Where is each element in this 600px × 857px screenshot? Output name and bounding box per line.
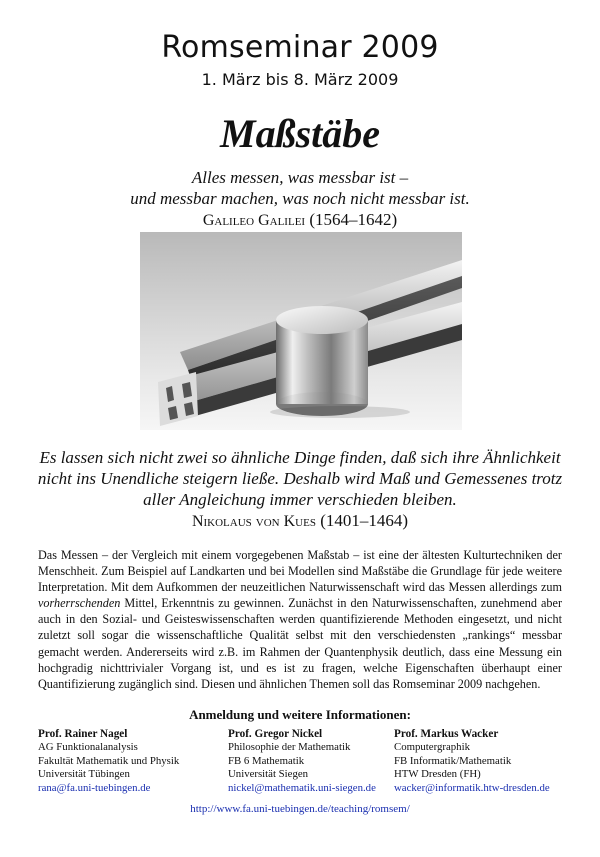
quote-author: Nikolaus von Kues xyxy=(191,513,316,530)
quote-years: (1564–1642) xyxy=(309,210,398,229)
body-text-part: Mittel, Erkenntnis zu gewinnen. Zunächst in den Naturwissenschaften, zunehmend aber auch in den Sozial- und Geisteswissenschaften werden quantifizierende Methoden eingesetzt, und nicht zuletzt soll sogar die wissenschaftliche Qualität selbst mit den verschiedensten „rankings“ messbar gemacht werden. Andererseits wird z.B. im Rahmen der Quantenphysik deutlich, dass eine Messung ein hochgradig nichttrivialer Vorgang ist, und es ist zu fragen, welche Eigenschaften überhaupt einer Quantifizierung zugänglich sind. Diesen und ähnlichen Themen soll das Romseminar 2009 nachgehen. xyxy=(38,596,562,691)
body-text-part: Das Messen – der Vergleich mit einem vorgegebenen Maßstab – ist eine der ältesten Kulturtechniken der Menschheit. Zum Beispiel auf Landkarten und bei Modellen sind Maßstäbe die Grundlage für jede weitere Interpretation. Mit dem Aufkommen der neuzeitlichen Naturwissenschaft wird das Messen allerdings zum xyxy=(38,548,562,595)
contact-name: Prof. Markus Wacker xyxy=(394,728,499,740)
contact-email-link[interactable]: rana@fa.uni-tuebingen.de xyxy=(38,781,151,794)
galilei-quote xyxy=(0,167,600,231)
contact-line: FB 6 Mathematik xyxy=(228,754,305,767)
footer xyxy=(0,803,600,815)
contact-line: Computergraphik xyxy=(394,741,470,754)
contact-line: Universität Siegen xyxy=(228,768,309,781)
website-link[interactable]: http://www.fa.uni-tuebingen.de/teaching/romsem/ xyxy=(190,803,410,815)
quote-author: Galileo Galilei xyxy=(202,212,306,229)
contact-nagel xyxy=(38,728,179,795)
contact-line: AG Funktionalanalysis xyxy=(38,741,138,754)
quote-attribution xyxy=(30,510,570,532)
quote-line: nicht ins Unendliche steigern ließe. Deshalb wird Maß und Gemessenes trotz xyxy=(37,469,563,488)
seminar-dates: 1. März bis 8. März 2009 xyxy=(201,70,399,89)
body-emphasis: vorherrschenden xyxy=(38,596,121,611)
quote-line: aller Angleichung immer verschieden bleiben. xyxy=(143,490,457,509)
kues-quote xyxy=(30,447,570,532)
quote-line: Alles messen, was messbar ist – xyxy=(191,168,409,187)
measuring-rods-photo xyxy=(140,232,462,430)
quote-line: und messbar machen, was noch nicht messbar ist. xyxy=(130,189,470,208)
contact-name: Prof. Rainer Nagel xyxy=(38,728,128,740)
contact-wacker xyxy=(394,728,550,795)
contact-line: Universität Tübingen xyxy=(38,768,130,781)
quote-years: (1401–1464) xyxy=(320,511,409,530)
contact-line: FB Informatik/Mathematik xyxy=(394,754,512,767)
measuring-rods-icon xyxy=(140,232,462,430)
body-paragraph xyxy=(38,547,562,692)
contact-line: Fakultät Mathematik und Physik xyxy=(38,754,180,767)
contact-email-link[interactable]: nickel@mathematik.uni-siegen.de xyxy=(228,781,376,794)
registration-heading: Anmeldung und weitere Informationen: xyxy=(189,707,411,722)
quote-attribution xyxy=(0,209,600,231)
contact-line: Philosophie der Mathematik xyxy=(228,741,351,754)
quote-line: Es lassen sich nicht zwei so ähnliche Dinge finden, daß sich ihre Ähnlichkeit xyxy=(39,448,561,467)
contact-nickel xyxy=(228,728,376,795)
page-title: Romseminar 2009 xyxy=(161,30,439,65)
contact-name: Prof. Gregor Nickel xyxy=(228,728,323,740)
contact-email-link[interactable]: wacker@informatik.htw-dresden.de xyxy=(394,781,550,794)
main-heading: Maßstäbe xyxy=(220,111,380,156)
contact-line: HTW Dresden (FH) xyxy=(394,768,481,781)
